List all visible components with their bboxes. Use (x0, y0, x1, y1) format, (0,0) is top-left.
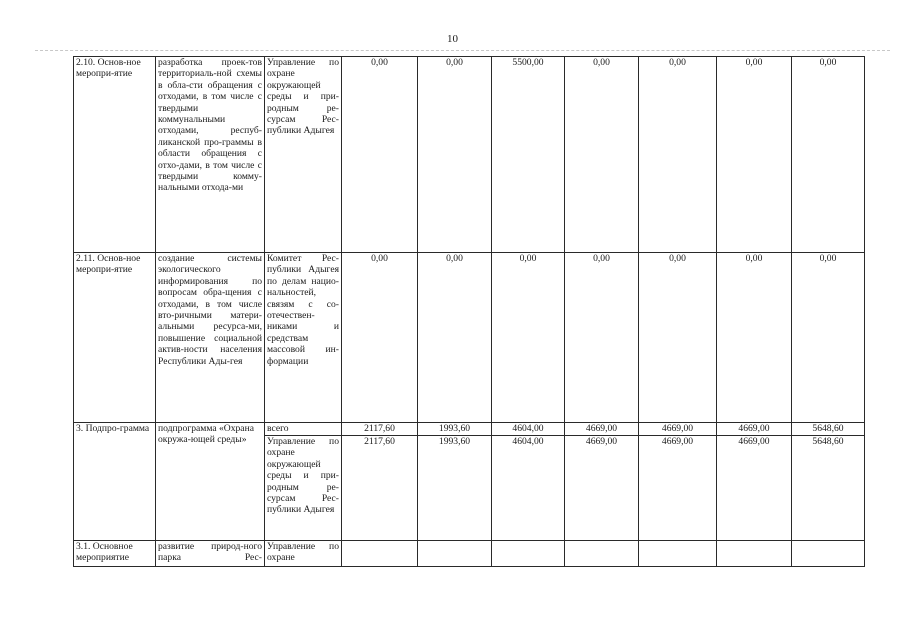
value-cell (565, 541, 639, 567)
value-cell: 0,00 (639, 57, 717, 253)
value-cell: 4669,00 (565, 436, 639, 541)
value-cell: 0,00 (639, 253, 717, 423)
executor-cell: Комитет Рес-публики Адыгея по делам нацио-нальностей, связям с со-отечествен-никами и средствам массовой ин-формации (265, 253, 342, 423)
executor-cell: всего (265, 423, 342, 436)
value-cell (639, 541, 717, 567)
value-cell: 0,00 (717, 57, 792, 253)
value-cell (342, 541, 418, 567)
scan-artifact-line (35, 50, 890, 51)
item-cell: 2.10. Основ-ное меропри-ятие (74, 57, 156, 253)
item-cell: 3.1. Основное мероприятие (74, 541, 156, 567)
value-cell: 5648,60 (792, 436, 865, 541)
value-cell: 4604,00 (492, 436, 565, 541)
value-cell: 4669,00 (717, 423, 792, 436)
value-cell: 0,00 (565, 253, 639, 423)
value-cell: 1993,60 (418, 436, 492, 541)
executor-cell: Управление по охране окружающей среды и при-родным ре-сурсам Рес-публики Адыгея (265, 57, 342, 253)
description-cell: подпрограмма «Охрана окружа-ющей среды» (156, 423, 265, 541)
value-cell: 0,00 (418, 253, 492, 423)
table-row (74, 57, 865, 253)
description-cell: развитие природ-ного парка Рес- (156, 541, 265, 567)
value-cell: 0,00 (565, 57, 639, 253)
value-cell: 0,00 (792, 253, 865, 423)
value-cell (717, 541, 792, 567)
value-cell: 5500,00 (492, 57, 565, 253)
value-cell: 1993,60 (418, 423, 492, 436)
value-cell: 4669,00 (639, 423, 717, 436)
table-row (74, 253, 865, 423)
table-row (74, 541, 865, 567)
executor-cell: Управление по охране (265, 541, 342, 567)
value-cell (492, 541, 565, 567)
value-cell: 4669,00 (717, 436, 792, 541)
value-cell: 0,00 (342, 57, 418, 253)
value-cell: 4669,00 (639, 436, 717, 541)
value-cell: 5648,60 (792, 423, 865, 436)
value-cell: 0,00 (492, 253, 565, 423)
executor-cell: Управление по охране окружающей среды и при-родным ре-сурсам Рес-публики Адыгея (265, 436, 342, 541)
value-cell: 2117,60 (342, 436, 418, 541)
value-cell: 0,00 (717, 253, 792, 423)
description-cell: создание системы экологического информирования по вопросам обра-щения с отходами, в том числе вто-ричными матери-альными ресурса-ми, повышение социальной актив-ности населения Республики Ады-гея (156, 253, 265, 423)
page-number: 10 (447, 33, 458, 45)
item-cell: 3. Подпро-грамма (74, 423, 156, 541)
value-cell: 0,00 (342, 253, 418, 423)
value-cell: 4604,00 (492, 423, 565, 436)
table-row (74, 423, 865, 436)
program-table (73, 56, 865, 567)
item-cell: 2.11. Основ-ное меропри-ятие (74, 253, 156, 423)
value-cell: 2117,60 (342, 423, 418, 436)
value-cell: 4669,00 (565, 423, 639, 436)
value-cell (792, 541, 865, 567)
description-cell: разработка проек-тов территориаль-ной схемы в обла-сти обращения с отходами, в том числе с твердыми коммунальными отходами, респуб-ликанской про-граммы в области обращения с отхо-дами, в том числе с твердыми комму-нальными отхода-ми (156, 57, 265, 253)
value-cell: 0,00 (418, 57, 492, 253)
value-cell: 0,00 (792, 57, 865, 253)
value-cell (418, 541, 492, 567)
